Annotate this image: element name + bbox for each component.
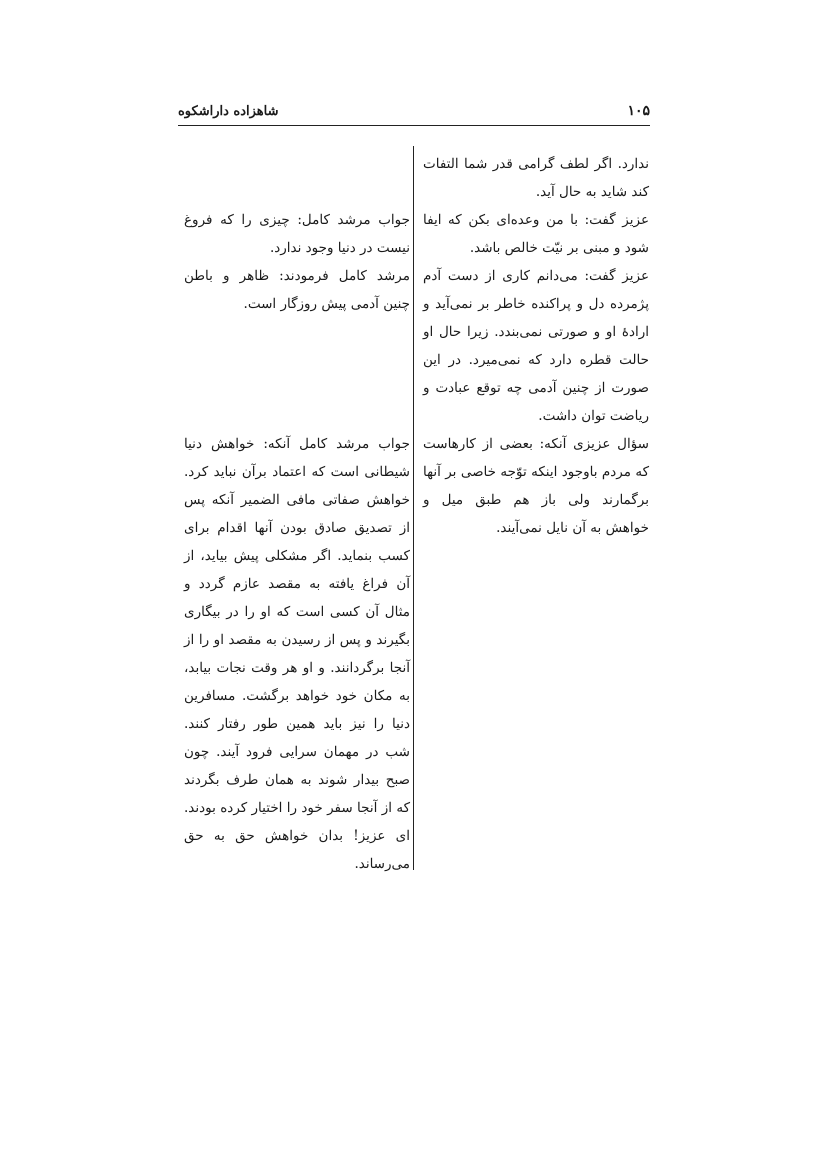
left-column — [184, 150, 410, 878]
right-paragraph-2: عزیز گفت: با من وعده‌ای بکن که ایفا شود و مبنی بر نیّت خالص باشد. — [423, 212, 649, 256]
spacer — [184, 150, 410, 206]
right-paragraph-1: ندارد. اگر لطف گرامی قدر شما التفات کند شاید به حال آید. — [423, 156, 649, 200]
page-header — [178, 100, 650, 122]
right-paragraph-3: عزیز گفت: می‌دانم کاری از دست آدم پژمرده دل و پراکنده خاطر بر نمی‌آید و ارادهٔ او و صورتی نمی‌بندد. زیرا حال او حالت قطره دارد که نمی‌میرد. در این صورت از چنین آدمی چه توقع عبادت و ریاضت توان داشت. — [423, 268, 649, 424]
page-number: ۱۰۵ — [627, 103, 650, 119]
spacer — [184, 318, 410, 430]
header-rule — [178, 125, 650, 126]
left-paragraph-2: مرشد کامل فرمودند: ظاهر و باطن چنین آدمی پیش روزگار است. — [184, 268, 410, 312]
right-column — [423, 150, 649, 542]
left-paragraph-1: جواب مرشد کامل: چیزی را که فروغ نیست در دنیا وجود ندارد. — [184, 212, 410, 256]
column-divider — [413, 146, 414, 870]
running-title: شاهزاده داراشکوه — [178, 104, 279, 119]
left-paragraph-3: جواب مرشد کامل آنکه: خواهش دنیا شیطانی است که اعتماد برآن نباید کرد. خواهش صفاتی مافی الضمیر آنکه پس از تصدیق صادق بودن آنها اقدام برای کسب بنماید. اگر مشکلی پیش بیاید، از آن فراغ یافته به مقصد عازم گردد و مثال آن کسی است که او را در بیگاری بگیرند و پس از رسیدن به مقصد او را از آنجا برگردانند. و او هر وقت نجات بیابد، به مکان خود خواهد برگشت. مسافرین دنیا را نیز باید همین طور رفتار کنند. شب در مهمان سرایی فرود آیند. چون صبح بیدار شوند به همان طرف بگردند که از آنجا سفر خود را اختیار کرده بودند. ای عزیز! بدان خواهش حق به حق می‌رساند. — [184, 436, 410, 872]
right-paragraph-4: سؤال عزیزی آنکه: بعضی از کارهاست که مردم باوجود اینکه توّجه خاصی بر آنها برگمارند ولی باز هم طبق میل و خواهش به آن نایل نمی‌آیند. — [423, 436, 649, 536]
